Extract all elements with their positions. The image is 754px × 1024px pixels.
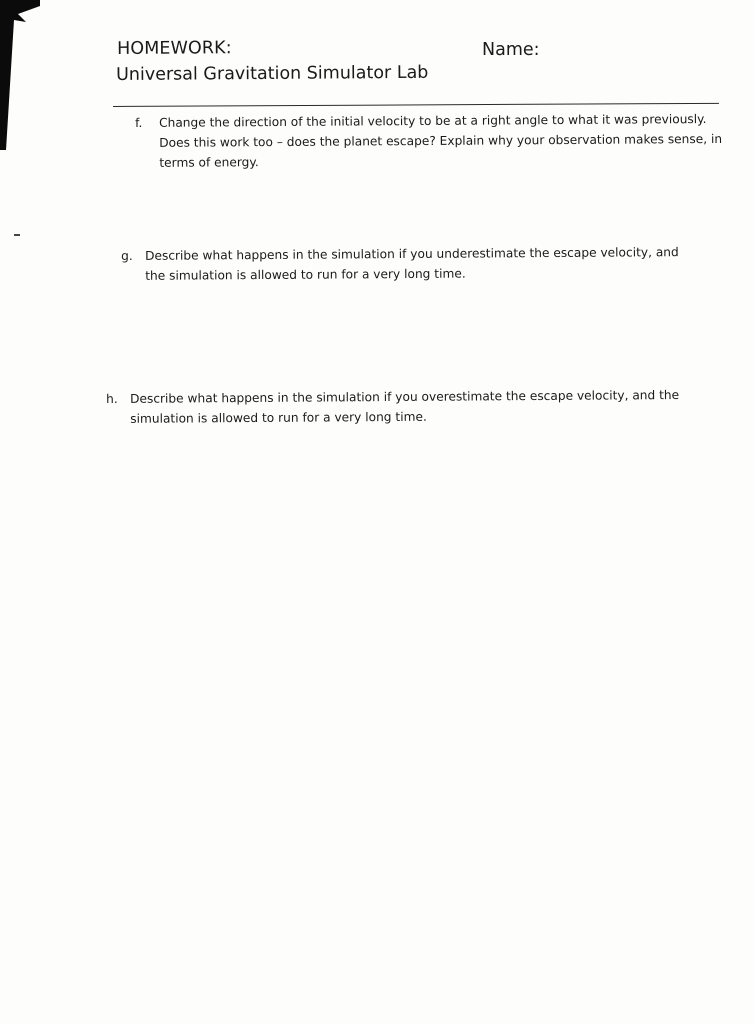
- question-h-text: Describe what happens in the simulation if you overestimate the escape velocity, and the simulation is allowed to run for a very long time.: [130, 387, 680, 426]
- header-divider: [113, 103, 719, 107]
- stray-mark: [14, 234, 20, 236]
- question-f: [135, 109, 725, 173]
- question-f-text: Change the direction of the initial velocity to be at a right angle to what it was previously. Does this work too – does the planet escape? Explain why your observation makes sense, in terms of energy.: [159, 112, 723, 170]
- question-g-text: Describe what happens in the simulation if you underestimate the escape velocity, and the simulation is allowed to run for a very long time.: [145, 245, 679, 283]
- question-g: [121, 242, 701, 286]
- question-g-letter: g.: [121, 248, 133, 263]
- worksheet-subtitle: Universal Gravitation Simulator Lab: [115, 62, 429, 85]
- question-f-letter: f.: [135, 115, 143, 130]
- binder-edge-shadow: [0, 0, 40, 150]
- name-label: Name:: [482, 40, 540, 60]
- question-h: [106, 385, 686, 429]
- question-h-letter: h.: [106, 391, 118, 406]
- worksheet-title: HOMEWORK:: [116, 38, 232, 59]
